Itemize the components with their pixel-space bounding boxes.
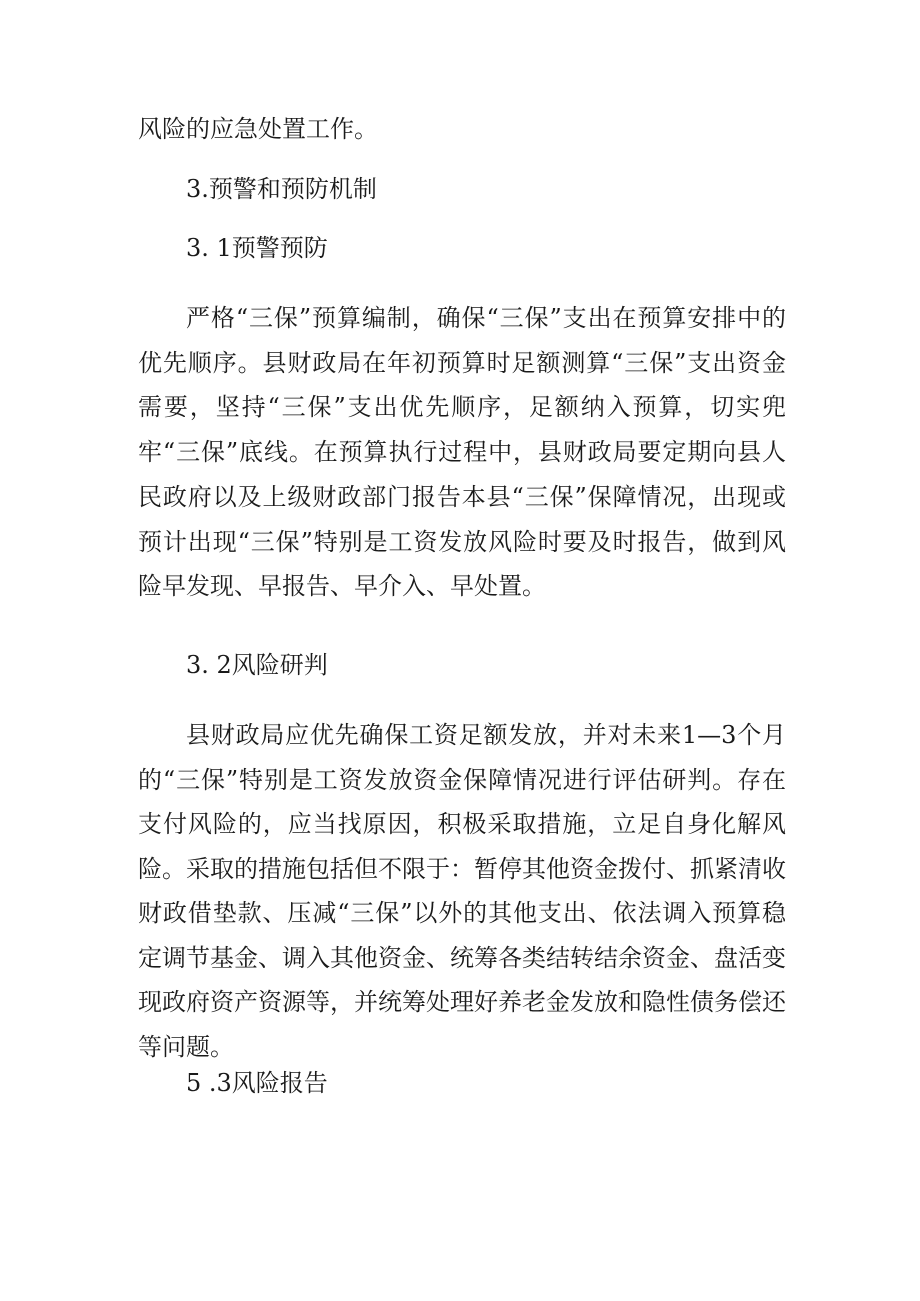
section-5-3-heading: 5 .3风险报告	[186, 1069, 328, 1097]
section-3-1-heading: 3. 1预警预防	[186, 234, 328, 262]
section-3-1-paragraph: 严格“三保”预算编制，确保“三保”支出在预算安排中的优先顺序。县财政局在年初预算时足额测算“三保”支出资金需要，坚持“三保”支出优先顺序，足额纳入预算，切实兜牢“三保”底线。在预算执行过程中，县财政局要定期向县人民政府以及上级财政部门报告本县“三保”保障情况，出现或预计出现“三保”特别是工资发放风险时要及时报告，做到风险早发现、早报告、早介入、早处置。	[138, 304, 786, 601]
section-3-heading: 3.预警和预防机制	[186, 175, 377, 203]
section-3-2-heading: 3. 2风险研判	[186, 651, 328, 679]
section-3-2-paragraph: 县财政局应优先确保工资足额发放，并对未来1—3个月的“三保”特别是工资发放资金保障情况进行评估研判。存在支付风险的，应当找原因，积极采取措施，立足自身化解风险。采取的措施包括但不限于：暂停其他资金拨付、抓紧清收财政借垫款、压减“三保”以外的其他支出、依法调入预算稳定调节基金、调入其他资金、统筹各类结转结余资金、盘活变现政府资产资源等，并统筹处理好养老金发放和隐性债务偿还等问题。	[138, 721, 786, 1061]
continuation-line: 风险的应急处置工作。	[138, 115, 378, 143]
